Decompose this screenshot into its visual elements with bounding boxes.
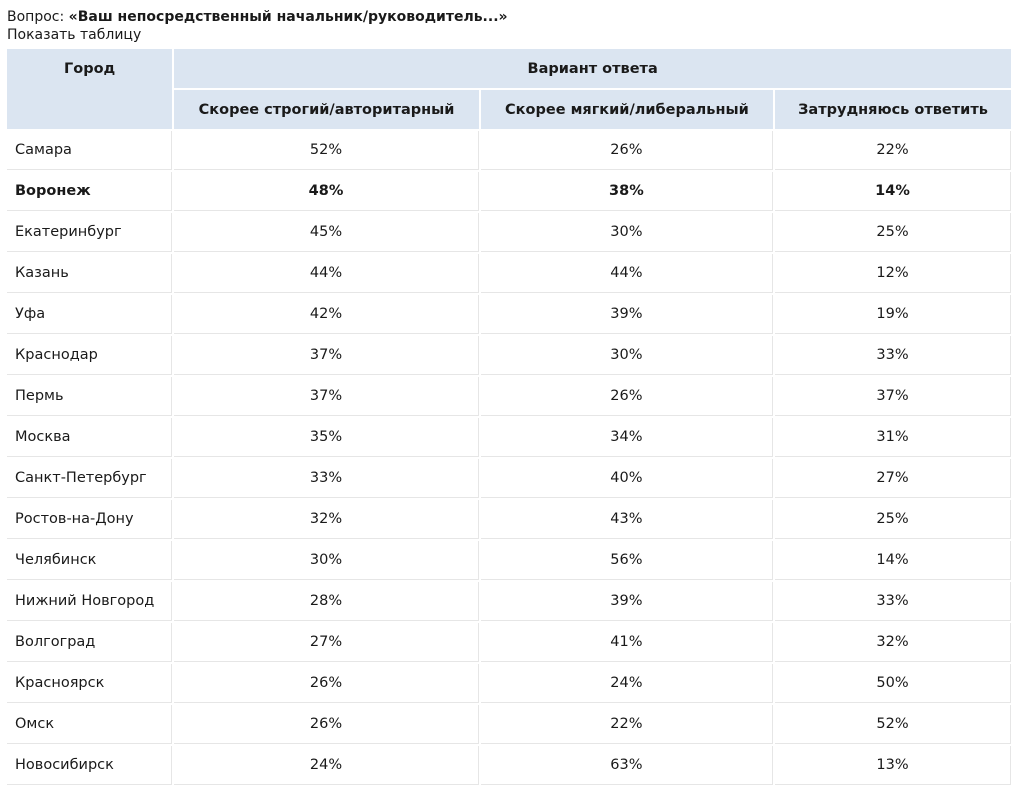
city-cell: Челябинск [7,541,172,580]
value-cell: 45% [174,213,478,252]
table-row [7,377,1011,416]
value-cell: 34% [481,418,773,457]
value-cell: 35% [174,418,478,457]
city-cell: Красноярск [7,664,172,703]
value-cell: 12% [775,254,1011,293]
city-cell: Краснодар [7,336,172,375]
value-cell: 37% [174,336,478,375]
value-cell: 42% [174,295,478,334]
value-cell: 22% [775,131,1011,170]
value-cell: 41% [481,623,773,662]
table-row [7,336,1011,375]
show-table-link[interactable]: Показать таблицу [7,27,142,43]
value-cell: 32% [174,500,478,539]
value-cell: 14% [775,541,1011,580]
value-cell: 52% [775,705,1011,744]
value-cell: 38% [481,172,773,211]
value-cell: 40% [481,459,773,498]
value-cell: 63% [481,746,773,785]
table-row [7,500,1011,539]
question-text: «Ваш непосредственный начальник/руководитель...» [68,9,508,25]
question-line [7,8,1027,26]
city-cell: Нижний Новгород [7,582,172,621]
value-cell: 22% [481,705,773,744]
value-cell: 37% [775,377,1011,416]
table-row [7,623,1011,662]
city-cell: Самара [7,131,172,170]
question-prefix: Вопрос: [7,9,65,25]
city-cell: Воронеж [7,172,172,211]
city-cell: Новосибирск [7,746,172,785]
table-row [7,254,1011,293]
table-row [7,746,1011,785]
value-cell: 24% [481,664,773,703]
value-cell: 33% [775,582,1011,621]
column-header-soft: Скорее мягкий/либеральный [481,90,773,129]
table-row [7,295,1011,334]
table-row [7,131,1011,170]
table-row [7,213,1011,252]
value-cell: 33% [775,336,1011,375]
city-cell: Омск [7,705,172,744]
value-cell: 27% [174,623,478,662]
value-cell: 28% [174,582,478,621]
value-cell: 30% [481,336,773,375]
table-row [7,418,1011,457]
value-cell: 43% [481,500,773,539]
city-cell: Казань [7,254,172,293]
city-column-header: Город [7,49,172,129]
value-cell: 24% [174,746,478,785]
results-body [7,131,1011,785]
value-cell: 39% [481,295,773,334]
value-cell: 19% [775,295,1011,334]
column-header-strict: Скорее строгий/авторитарный [174,90,478,129]
table-row [7,172,1011,211]
value-cell: 44% [174,254,478,293]
value-cell: 39% [481,582,773,621]
value-cell: 26% [481,377,773,416]
table-row [7,541,1011,580]
value-cell: 27% [775,459,1011,498]
value-cell: 14% [775,172,1011,211]
value-cell: 56% [481,541,773,580]
value-cell: 50% [775,664,1011,703]
value-cell: 13% [775,746,1011,785]
value-cell: 33% [174,459,478,498]
city-cell: Пермь [7,377,172,416]
city-cell: Уфа [7,295,172,334]
answer-group-header: Вариант ответа [174,49,1011,88]
value-cell: 32% [775,623,1011,662]
value-cell: 26% [481,131,773,170]
value-cell: 30% [481,213,773,252]
value-cell: 25% [775,213,1011,252]
table-row [7,705,1011,744]
value-cell: 37% [174,377,478,416]
city-cell: Санкт-Петербург [7,459,172,498]
column-header-unsure: Затрудняюсь ответить [775,90,1011,129]
table-row [7,582,1011,621]
table-row [7,664,1011,703]
city-cell: Волгоград [7,623,172,662]
city-cell: Екатеринбург [7,213,172,252]
value-cell: 31% [775,418,1011,457]
table-row [7,459,1011,498]
city-cell: Ростов-на-Дону [7,500,172,539]
value-cell: 52% [174,131,478,170]
results-table [5,47,1013,787]
value-cell: 26% [174,664,478,703]
value-cell: 26% [174,705,478,744]
city-cell: Москва [7,418,172,457]
value-cell: 48% [174,172,478,211]
value-cell: 30% [174,541,478,580]
value-cell: 44% [481,254,773,293]
value-cell: 25% [775,500,1011,539]
